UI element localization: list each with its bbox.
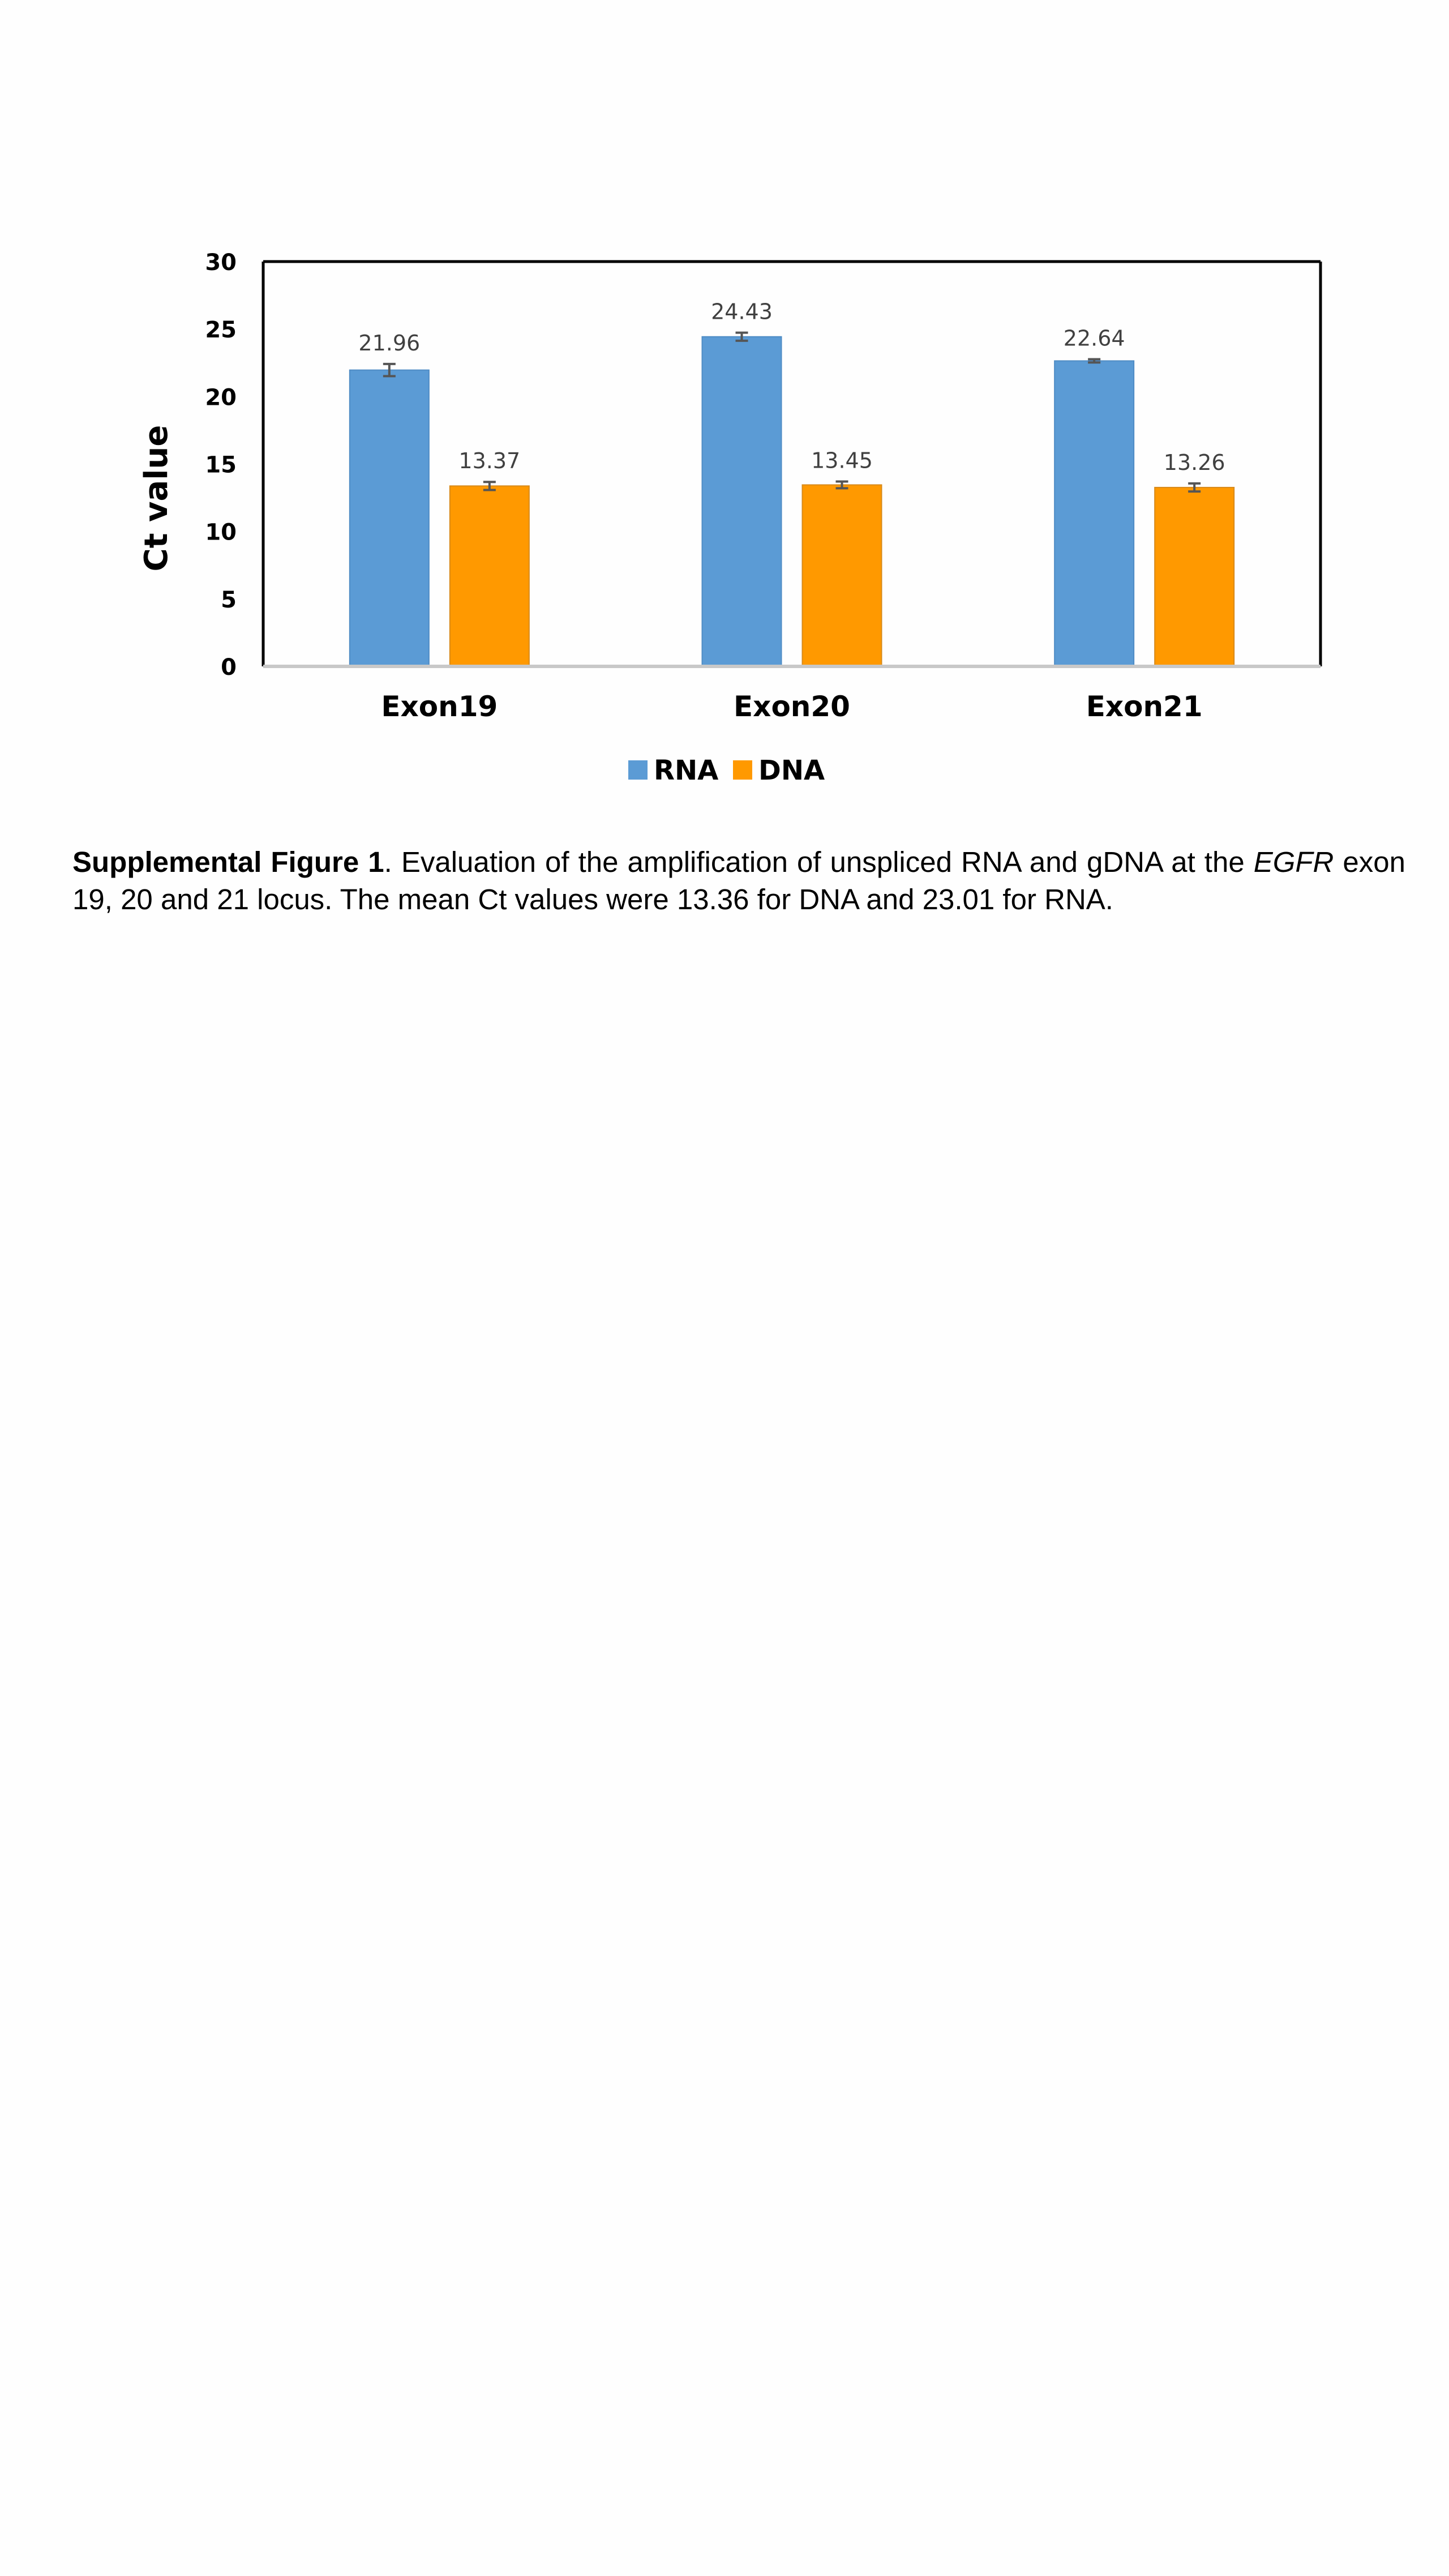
y-tick-label: 5 [221, 587, 237, 613]
legend-swatch-dna [733, 760, 752, 780]
bar-rna-exon19 [350, 370, 429, 666]
legend-label-dna: DNA [758, 755, 825, 786]
y-axis-label: Ct value [138, 425, 175, 572]
y-tick-label: 30 [205, 250, 237, 276]
y-tick-label: 0 [221, 654, 237, 681]
y-tick-label: 15 [205, 452, 237, 478]
bar-chart [0, 0, 1449, 804]
x-tick-label: Exon19 [381, 690, 498, 723]
caption-gene-name: EGFR [1253, 846, 1334, 878]
x-tick-label: Exon20 [734, 690, 850, 723]
y-axis [205, 250, 237, 681]
bar-dna-exon19 [450, 486, 529, 666]
y-tick-label: 10 [205, 519, 237, 546]
y-tick-label: 25 [205, 317, 237, 344]
bar-dna-exon20 [803, 485, 882, 666]
caption-text-part2: exon 19, 20 and 21 locus. The mean Ct values were 13.36 for DNA and 23.01 for RNA. [72, 846, 1406, 915]
bars [350, 299, 1234, 666]
legend [628, 755, 825, 786]
legend-label-rna: RNA [654, 755, 719, 786]
data-label: 13.45 [811, 448, 873, 473]
data-label: 13.26 [1163, 450, 1225, 475]
bar-rna-exon21 [1054, 361, 1134, 666]
data-label: 22.64 [1063, 326, 1125, 351]
caption-text-part1: . Evaluation of the amplification of unspliced RNA and gDNA at the [384, 846, 1254, 878]
x-tick-label: Exon21 [1086, 690, 1203, 723]
data-label: 21.96 [358, 330, 421, 356]
legend-swatch-rna [628, 760, 648, 780]
data-label: 13.37 [458, 448, 521, 474]
figure-caption [72, 844, 1405, 918]
bar-rna-exon20 [702, 337, 782, 666]
bar-dna-exon21 [1155, 487, 1234, 666]
y-tick-label: 20 [205, 384, 237, 411]
caption-label: Supplemental Figure 1 [72, 846, 384, 878]
x-axis [263, 666, 1321, 723]
data-label: 24.43 [711, 299, 773, 324]
